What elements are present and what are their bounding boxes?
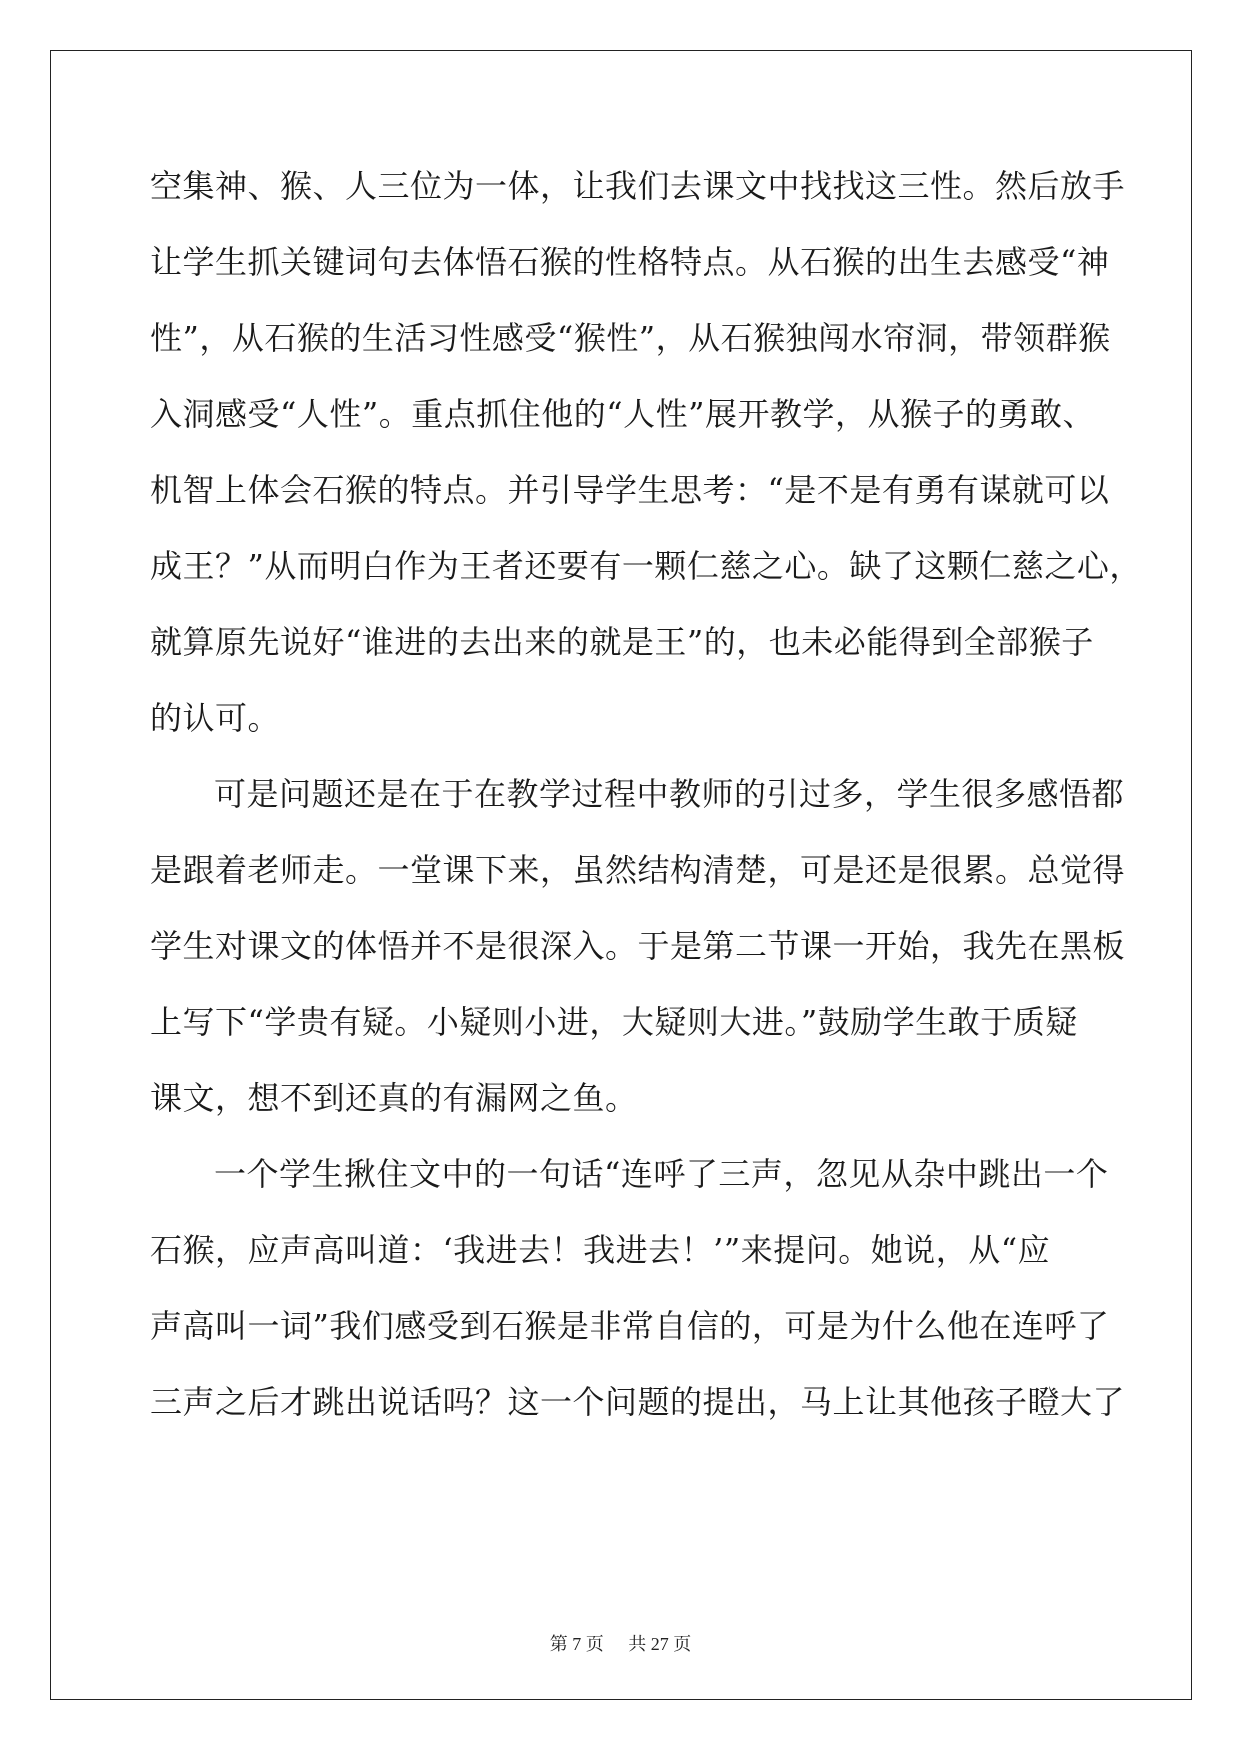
text-line: 让学生抓关键词句去体悟石猴的性格特点。从石猴的出生去感受“神 [150,243,1110,281]
text-line: 课文，想不到还真的有漏网之鱼。 [150,1079,638,1117]
page-footer [0,1630,1241,1656]
text-line: 可是问题还是在于在教学过程中教师的引过多，学生很多感悟都 [214,775,1125,813]
text-line: 上写下“学贵有疑。小疑则小进，大疑则大进。”鼓励学生敢于质疑 [150,1003,1078,1041]
paragraph-3 [150,1136,1126,1440]
text-line: 空集神、猴、人三位为一体，让我们去课文中找找这三性。然后放手 [150,167,1126,205]
page-number: 第 7 页 [549,1634,604,1654]
text-line: 是跟着老师走。一堂课下来，虽然结构清楚，可是还是很累。总觉得 [150,851,1126,889]
text-line: 机智上体会石猴的特点。并引导学生思考：“是不是有勇有谋就可以 [150,471,1110,509]
text-line: 石猴，应声高叫道：‘我进去！我进去！’”来提问。她说，从“应 [150,1231,1051,1269]
text-line: 就算原先说好“谁进的去出来的就是王”的，也未必能得到全部猴子 [150,623,1094,661]
document-body [150,148,1142,1440]
text-line: 一个学生揪住文中的一句话“连呼了三声，忽见从杂中跳出一个 [214,1155,1109,1193]
text-line: 性”，从石猴的生活习性感受“猴性”，从石猴独闯水帘洞，带领群猴 [150,319,1111,357]
text-line: 声高叫一词”我们感受到石猴是非常自信的，可是为什么他在连呼了 [150,1307,1110,1345]
text-line: 成王？”从而明白作为王者还要有一颗仁慈之心。缺了这颗仁慈之心， [150,547,1142,585]
text-line: 三声之后才跳出说话吗？这一个问题的提出，马上让其他孩子瞪大了 [150,1383,1126,1421]
paragraph-1 [150,148,1142,756]
text-line: 的认可。 [150,699,281,737]
paragraph-2 [150,756,1126,1136]
text-line: 入洞感受“人性”。重点抓住他的“人性”展开教学，从猴子的勇敢、 [150,395,1095,433]
page-total: 共 27 页 [628,1634,692,1654]
text-line: 学生对课文的体悟并不是很深入。于是第二节课一开始，我先在黑板 [150,927,1126,965]
